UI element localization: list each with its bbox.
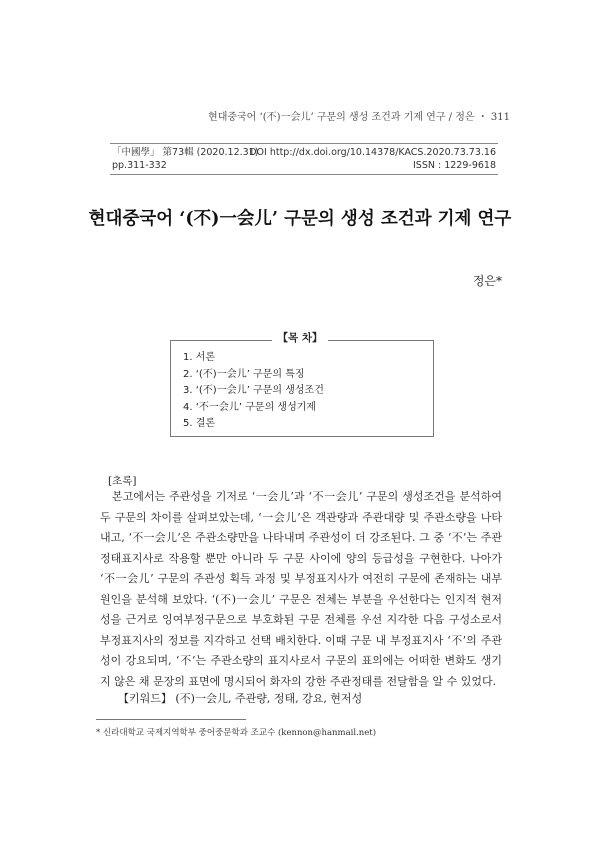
meta-row-1 bbox=[112, 146, 496, 159]
journal-info: 「中國學」 第73輯 (2020.12.31) bbox=[112, 147, 259, 158]
page-range: pp.311-332 bbox=[112, 160, 167, 171]
author-footnote: * 신라대학교 국제지역학부 중어중문학과 조교수 (kennon@hanmail.net) bbox=[96, 728, 377, 738]
keywords: 【키워드】 (不)一会儿, 주관량, 정태, 강요, 현저성 bbox=[118, 692, 363, 705]
toc-heading bbox=[0, 330, 600, 345]
toc-item: 5. 결론 bbox=[183, 418, 216, 429]
publication-meta-box bbox=[110, 143, 498, 175]
issn: ISSN : 1229-9618 bbox=[413, 160, 496, 171]
author-name: 정은* bbox=[472, 274, 502, 288]
toc-item: 1. 서론 bbox=[183, 352, 216, 363]
doi-link[interactable]: DOI http://dx.doi.org/10.14378/KACS.2020.73.73.16 bbox=[249, 147, 496, 158]
paper-title: 현대중국어 ‘(不)一会儿’ 구문의 생성 조건과 기제 연구 bbox=[88, 209, 512, 229]
toc-item: 4. ‘不一会儿’ 구문의 생성기제 bbox=[183, 401, 317, 413]
toc-item: 2. ‘(不)一会儿’ 구문의 특징 bbox=[183, 368, 305, 380]
meta-row-2 bbox=[112, 159, 496, 172]
toc-item: 3. ‘(不)一会儿’ 구문의 생성조건 bbox=[183, 385, 324, 396]
toc-list bbox=[183, 350, 324, 433]
abstract-label: [초록] bbox=[108, 475, 137, 487]
abstract-body: 본고에서는 주관성을 기저로 ‘一会儿’과 ‘不一会儿’ 구문의 생성조건을 분석하여 두 구문의 차이를 살펴보았는데, ‘一会儿’은 객관량과 주관대량 및 주관소량을 나타내고, ‘不一会儿’은 주관소량만을 나타내며 주관성이 더 강조된다. 그 중 ‘不’는 주관정태표지사로 작용할 뿐만 아니라 두 구문 사이에 양의 등급성을 구현한다. 나아가 ‘不一会儿’ 구문의 주관성 획득 과정 및 부정표지사가 여전히 구문에 존재하는 내부 원인을 분석해 보았다. ‘(不)一会儿’ 구문은 전체는 부분을 우선한다는 인지적 현저성을 근거로 잉여부정구문으로 부호화된 구문 전체를 우선 지각한 다음 구성소로서 부정표지사의 정보를 지각하고 선택 배치한다. 이때 구문 내 부정표지사 ‘不’의 주관성이 강요되며, ‘不’는 주관소량의 표지사로서 구문의 표의에는 어떠한 변화도 생기지 않은 채 문장의 표면에 명시되어 화자의 강한 주관정태를 전달함을 알 수 있었다. bbox=[100, 490, 502, 688]
footnote-divider bbox=[96, 719, 246, 720]
running-head: 현대중국어 ‘(不)一会儿’ 구문의 생성 조건과 기제 연구 / 정은 ・ 311 bbox=[208, 112, 510, 123]
toc-heading-text: 【목 차】 bbox=[272, 332, 329, 344]
